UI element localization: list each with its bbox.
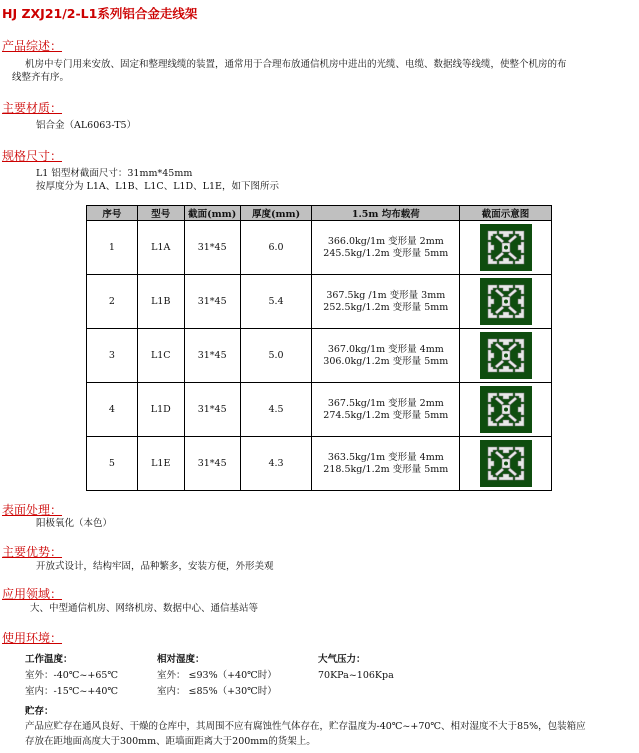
surface-text: 阳极氧化（本色）: [36, 518, 113, 529]
table-row: [87, 275, 552, 329]
cell-model: L1C: [137, 329, 184, 383]
profile-section-image: [480, 278, 532, 325]
cell-thickness: 4.3: [240, 437, 312, 491]
dimensions-line-1: L1 铝型材截面尺寸：31mm*45mm: [36, 168, 193, 179]
profile-section-image: [480, 224, 532, 271]
cell-thickness: 5.4: [240, 275, 312, 329]
col-header-thickness: 厚度(mm): [240, 206, 312, 221]
cell-section: 31*45: [184, 437, 240, 491]
col-header-diagram: 截面示意图: [460, 206, 552, 221]
advantages-text: 开放式设计，结构牢固，品种繁多，安装方便，外形美观: [36, 561, 274, 572]
humidity-outdoor: 室外： ≤93%（+40℃时）: [157, 670, 277, 681]
cell-load: [312, 437, 460, 491]
temperature-indoor: 室内：-15℃~+40℃: [25, 686, 119, 697]
load-line-1: 366.0kg/1m 变形量 2mm: [327, 235, 444, 247]
cell-diagram: [460, 275, 552, 329]
cell-diagram: [460, 383, 552, 437]
storage-label: 贮存：: [25, 706, 54, 717]
load-line-1: 367.5kg/1m 变形量 2mm: [327, 397, 444, 409]
storage-text: [25, 719, 637, 749]
humidity-values: [157, 668, 277, 700]
cell-section: 31*45: [184, 329, 240, 383]
cell-load: [312, 221, 460, 275]
material-heading: 主要材质：: [2, 101, 63, 115]
cell-no: 5: [87, 437, 138, 491]
pressure-label: 大气压力：: [318, 654, 366, 665]
cell-load: [312, 329, 460, 383]
overview-line-2: 线整齐有序。: [12, 72, 70, 83]
load-line-2: 245.5kg/1.2m 变形量 5mm: [323, 247, 449, 259]
environment-heading: 使用环境：: [2, 631, 63, 645]
profile-section-image: [480, 440, 532, 487]
table-header-row: [87, 206, 552, 221]
overview-heading: 产品综述：: [2, 39, 63, 53]
cell-thickness: 5.0: [240, 329, 312, 383]
table-row: [87, 221, 552, 275]
col-header-section: 截面(mm): [184, 206, 240, 221]
cell-section: 31*45: [184, 275, 240, 329]
cell-diagram: [460, 437, 552, 491]
load-line-2: 274.5kg/1.2m 变形量 5mm: [323, 409, 449, 421]
dimensions-heading: 规格尺寸：: [2, 149, 63, 163]
cell-model: L1B: [137, 275, 184, 329]
overview-text: [12, 58, 635, 84]
temperature-outdoor: 室外：-40℃~+65℃: [25, 670, 119, 681]
profile-section-image: [480, 332, 532, 379]
load-line-2: 252.5kg/1.2m 变形量 5mm: [323, 301, 449, 313]
storage-line-1: 产品应贮存在通风良好、干燥的仓库中，其周围不应有腐蚀性气体存在，贮存温度为-40℃~+70℃、相对湿度不大于85%，包装箱应: [25, 721, 586, 732]
cell-no: 2: [87, 275, 138, 329]
load-line-1: 367.5kg /1m 变形量 3mm: [326, 289, 446, 301]
pressure-value: 70KPa~106Kpa: [318, 670, 394, 681]
col-header-model: 型号: [137, 206, 184, 221]
overview-line-1: 机房中专门用来安放、固定和整理线缆的装置，通常用于合理布放通信机房中进出的光缆、电缆、数据线等线缆，使整个机房的布: [25, 59, 567, 70]
humidity-label: 相对湿度：: [157, 654, 205, 665]
col-header-no: 序号: [87, 206, 138, 221]
cell-model: L1A: [137, 221, 184, 275]
applications-text: 大、中型通信机房、网络机房、数据中心、通信基站等: [30, 603, 259, 614]
cell-section: 31*45: [184, 221, 240, 275]
load-line-1: 367.0kg/1m 变形量 4mm: [327, 343, 444, 355]
col-header-load: 1.5m 均布载荷: [312, 206, 460, 221]
table-row: [87, 329, 552, 383]
applications-heading: 应用领域：: [2, 587, 63, 601]
cell-thickness: 6.0: [240, 221, 312, 275]
cell-no: 4: [87, 383, 138, 437]
load-line-2: 306.0kg/1.2m 变形量 5mm: [323, 355, 449, 367]
cell-load: [312, 275, 460, 329]
material-text: 铝合金（AL6063-T5）: [36, 120, 137, 131]
load-line-2: 218.5kg/1.2m 变形量 5mm: [323, 463, 449, 475]
cell-diagram: [460, 221, 552, 275]
cell-no: 1: [87, 221, 138, 275]
table-row: [87, 383, 552, 437]
humidity-indoor: 室内： ≤85%（+30℃时）: [157, 686, 277, 697]
cell-load: [312, 383, 460, 437]
cell-section: 31*45: [184, 383, 240, 437]
temperature-values: [25, 668, 118, 700]
profile-section-image: [480, 386, 532, 433]
advantages-heading: 主要优势：: [2, 545, 63, 559]
page-title: HJ ZXJ21/2-L1系列铝合金走线架: [2, 6, 198, 21]
storage-line-2: 存放在距地面高度大于300mm、距墙面距离大于200mm的货架上。: [25, 736, 316, 747]
cell-no: 3: [87, 329, 138, 383]
surface-heading: 表面处理：: [2, 503, 63, 517]
spec-table: [86, 205, 552, 491]
cell-diagram: [460, 329, 552, 383]
table-row: [87, 437, 552, 491]
cell-model: L1D: [137, 383, 184, 437]
temperature-label: 工作温度：: [25, 654, 73, 665]
load-line-1: 363.5kg/1m 变形量 4mm: [327, 451, 444, 463]
dimensions-line-2: 按厚度分为 L1A、L1B、L1C、L1D、L1E，如下图所示: [36, 181, 279, 192]
cell-thickness: 4.5: [240, 383, 312, 437]
cell-model: L1E: [137, 437, 184, 491]
